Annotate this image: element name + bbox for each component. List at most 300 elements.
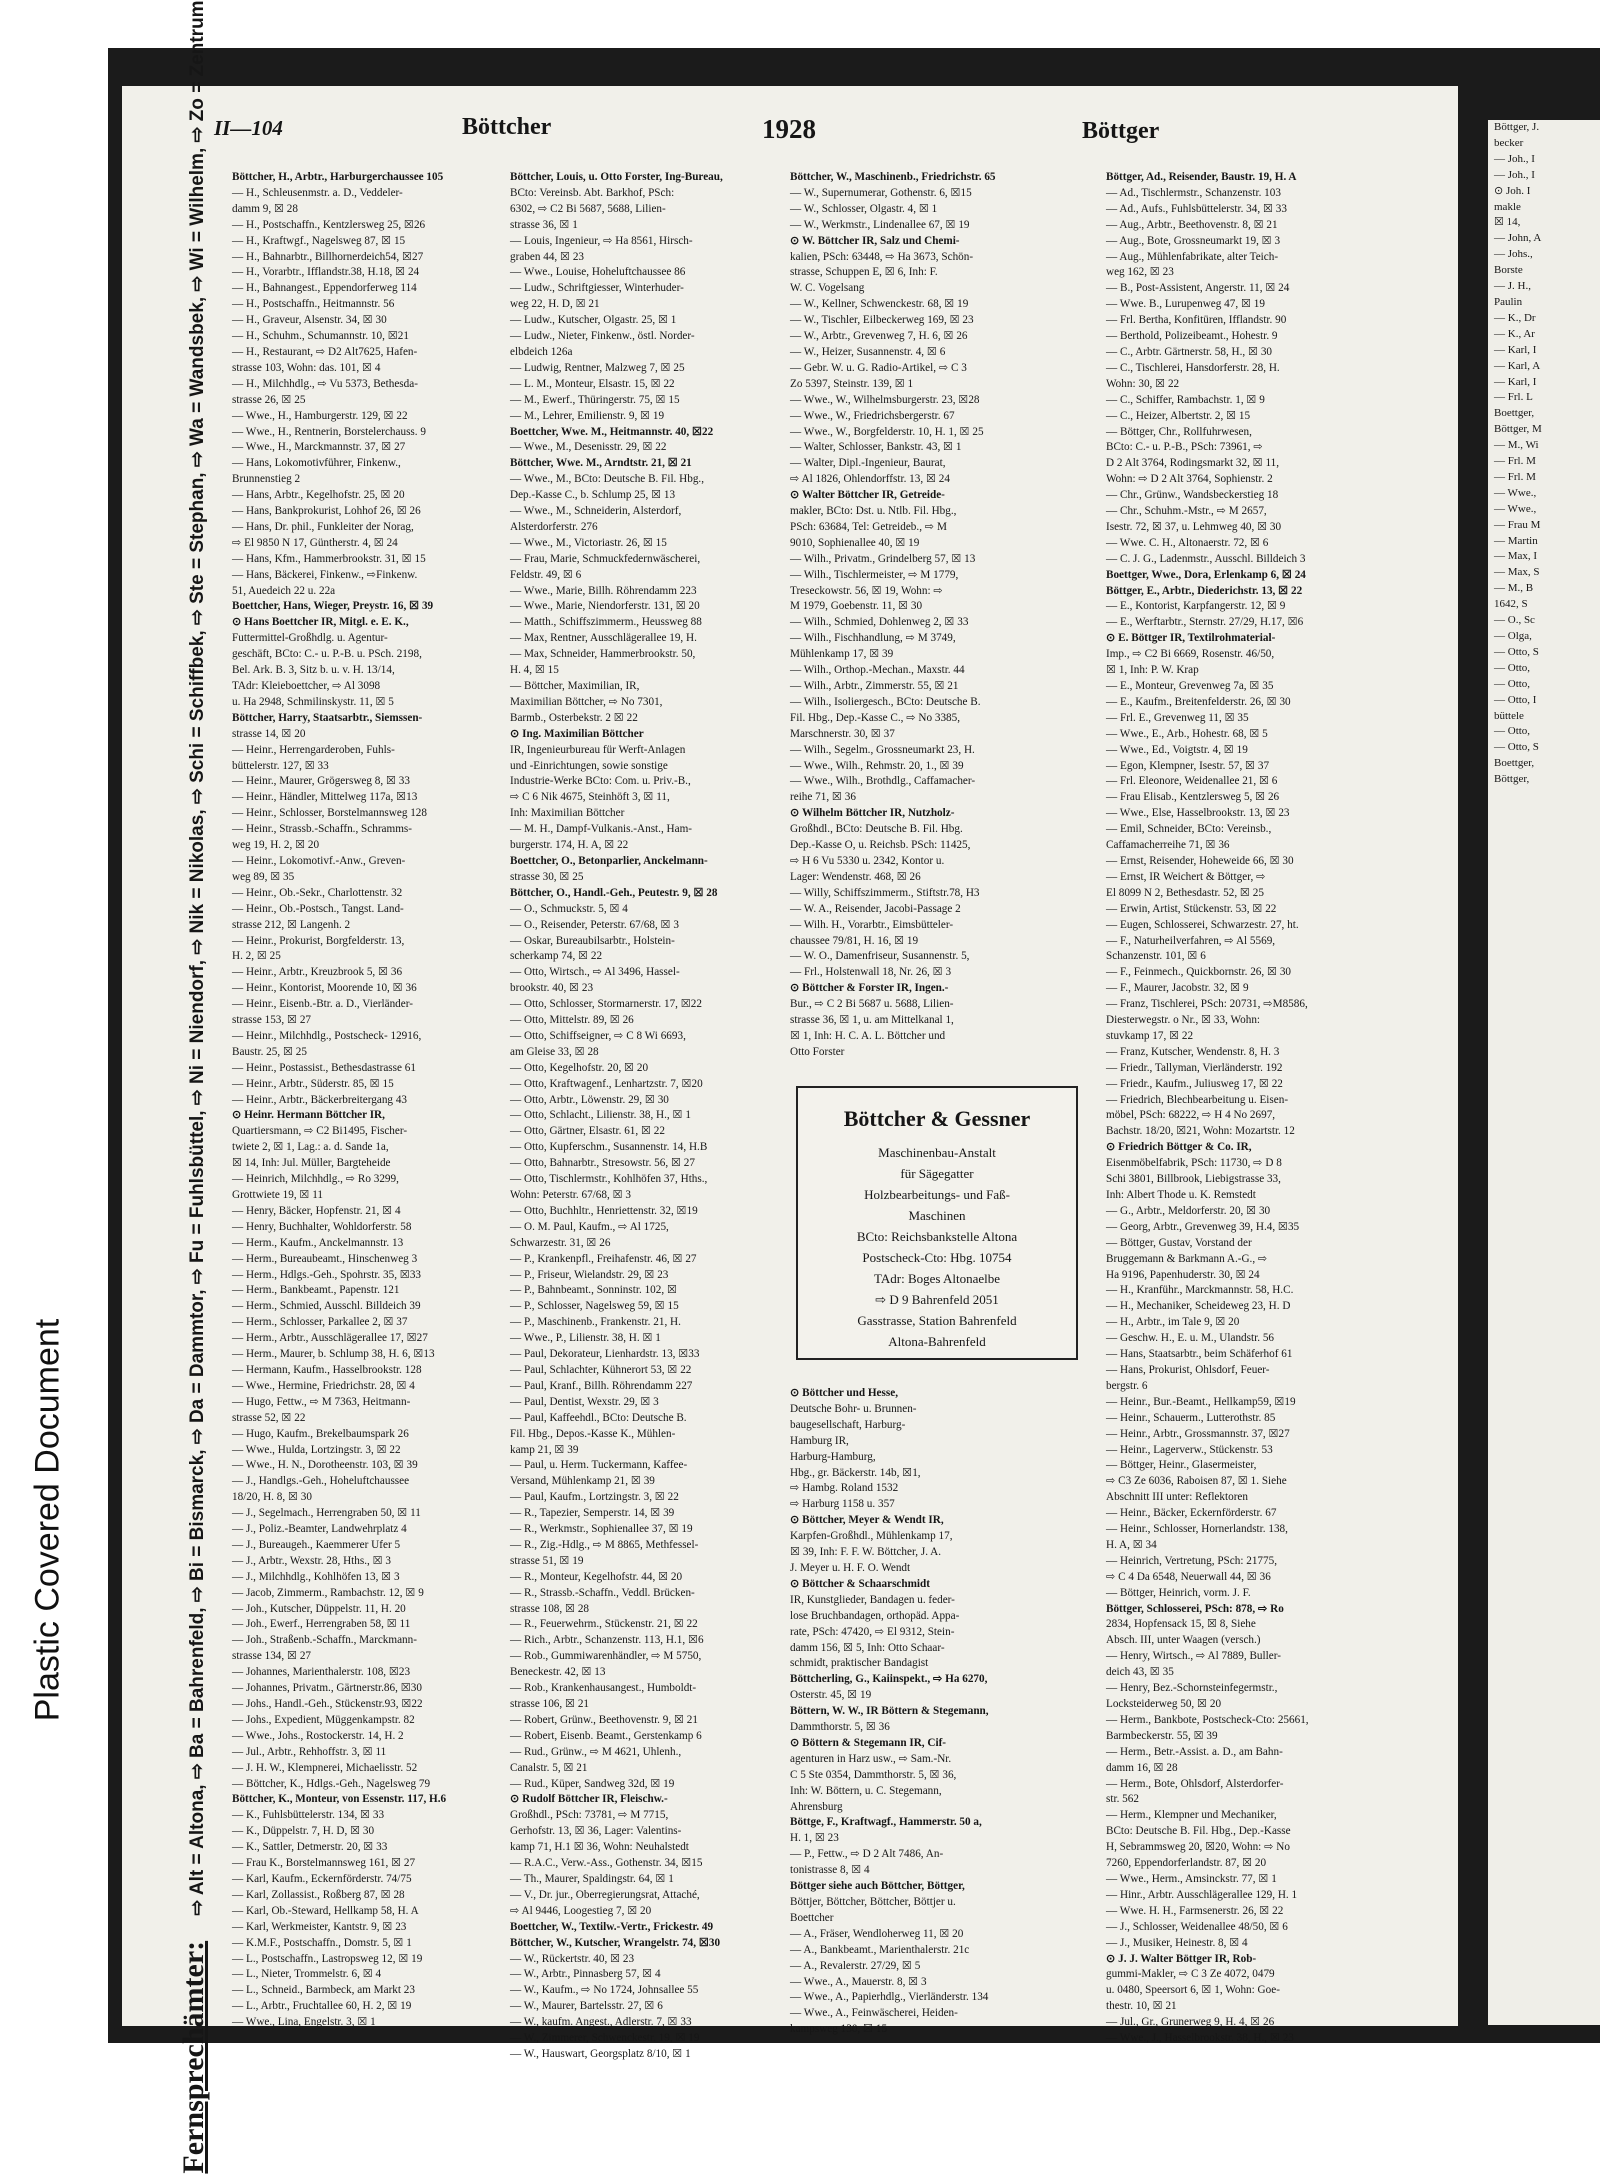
list-item: — Heinr., Kontorist, Moorende 10, ☒ 36 (232, 982, 417, 995)
list-item: — O., Schmuckstr. 5, ☒ 4 (510, 902, 628, 915)
list-item: geschäft, BCto: C.- u. P.-B. u. PSch. 2198, (232, 648, 422, 661)
list-item: Borste (1494, 264, 1523, 277)
list-item: ⇨ D 9 Bahrenfeld 2051 (875, 1292, 999, 1307)
list-item: Harburg-Hamburg, (790, 1450, 876, 1463)
list-item: — Wwe., J., Hasselbrookstr. 38, H., ☒ 23 (1106, 2032, 1294, 2045)
list-item: — Wwe., Wilh., Rehmstr. 20, 1., ☒ 39 (790, 759, 964, 772)
list-item: — Wwe., E., Arb., Hohestr. 68, ☒ 5 (1106, 727, 1268, 740)
list-item: — H., Postschaffn., Kentzlersweg 25, ☒26 (232, 218, 426, 231)
list-item: ⇨ H 6 Vu 5330 u. 2342, Kontor u. (790, 854, 945, 867)
list-item: — Heinr., Arbtr., Grossmannstr. 37, ☒27 (1106, 1427, 1290, 1440)
list-item: — Rob., Gummiwarenhändler, ⇨ M 5750, (510, 1650, 702, 1663)
list-item: Isestr. 72, ☒ 37, u. Lehmweg 40, ☒ 30 (1106, 520, 1282, 533)
list-item: strasse 36, ☒ 1 (510, 218, 578, 231)
advertisement-lines (798, 1142, 1076, 1352)
list-item: — O., Reisender, Peterstr. 67/68, ☒ 3 (510, 918, 679, 931)
list-item: Böttger, Schlosserei, PSch: 878, ⇨ Ro (1106, 1602, 1284, 1615)
list-item: — C., Heizer, Albertstr. 2, ☒ 15 (1106, 409, 1251, 422)
list-item: 7260, Eppendorferlandstr. 87, ☒ 20 (1106, 1857, 1267, 1870)
list-item: — Frau K., Borstelmannsweg 161, ☒ 27 (232, 1857, 416, 1870)
list-item: weg 89, ☒ 35 (232, 870, 295, 883)
list-item: deich 43, ☒ 35 (1106, 1666, 1174, 1679)
list-item: Marschnerstr. 30, ☒ 37 (790, 727, 895, 740)
list-item: — Chr., Grünw., Wandsbeckerstieg 18 (1106, 489, 1279, 502)
list-item: — L., Postschaffn., Lastropsweg 12, ☒ 19 (232, 1952, 423, 1965)
list-item: — C. J. G., Ladenmstr., Ausschl. Billdeich 3 (1106, 552, 1306, 565)
adjacent-page-edge (1488, 120, 1600, 2025)
list-item: — Wwe., Wilh., Brothdlg., Caffamacher- (790, 775, 976, 788)
list-item: Schwarzestr. 31, ☒ 26 (510, 1236, 611, 1249)
list-item: — Otto, (1494, 725, 1531, 738)
list-item: strasse 103, Wohn: das. 101, ☒ 4 (232, 361, 381, 374)
list-item: stuvkamp 17, ☒ 22 (1106, 1029, 1194, 1042)
list-item: weg 162, ☒ 23 (1106, 266, 1174, 279)
list-item: ☒ 14, (1494, 216, 1521, 229)
column-4 (1106, 170, 1374, 2045)
list-item: — Ad., Aufs., Fuhlsbüttelerstr. 34, ☒ 33 (1106, 202, 1287, 215)
list-item: — F., Naturheilverfahren, ⇨ Al 5569, (1106, 934, 1276, 947)
list-item: — Johs., Handl.-Geh., Stückenstr.93, ☒22 (232, 1698, 423, 1710)
list-item: Ahrensburg (790, 1800, 843, 1813)
list-item: baugesellschaft, Harburg- (790, 1418, 906, 1431)
list-item: BCto: C.- u. P.-B., PSch: 73961, ⇨ (1106, 441, 1263, 454)
column-3-continued (790, 1386, 1090, 2036)
list-item: — Herm., Maurer, b. Schlump 38, H. 6, ☒13 (232, 1348, 435, 1361)
list-item: — C., Arbtr. Gärtnerstr. 58, H., ☒ 30 (1106, 345, 1273, 358)
list-item: ⊙ Böttcher & Forster IR, Ingen.- (790, 982, 949, 995)
list-item: — Otto, Tischlermstr., Kohlhöfen 37, Hths., (510, 1173, 708, 1186)
list-item: — Matth., Schiffszimmerm., Heussweg 88 (510, 616, 702, 629)
list-item: — Ludw., Kutscher, Olgastr. 25, ☒ 1 (510, 314, 677, 327)
list-item: — J. H., (1494, 280, 1531, 293)
list-item: — Joh., I (1494, 152, 1535, 165)
list-item: — H., Kranführ., Marckmannstr. 58, H.C. (1106, 1284, 1294, 1297)
list-item: — Herm., Bureaubeamt., Hinschenweg 3 (232, 1252, 418, 1265)
list-item: ⇨ C 6 Nik 4675, Steinhöft 3, ☒ 11, (510, 791, 670, 804)
list-item: Caffamacherreihe 71, ☒ 36 (1106, 839, 1230, 852)
list-item: — Wilh., Segelm., Grossneumarkt 23, H. (790, 743, 975, 756)
list-item: — Otto, Schlacht., Lilienstr. 38, H., ☒ 1 (510, 1109, 691, 1122)
list-item: — Wwe., Hermine, Friedrichstr. 28, ☒ 4 (232, 1379, 415, 1392)
list-item: — Rud., Grünw., ⇨ M 4621, Uhlenh., (510, 1745, 682, 1758)
list-item: Böttger, M (1494, 423, 1542, 436)
list-item: — Otto, Schiffseigner, ⇨ C 8 Wi 6693, (510, 1029, 686, 1042)
list-item: — Robert, Eisenb. Beamt., Gerstenkamp 6 (510, 1729, 702, 1742)
list-item: — H., Bahnangest., Eppendorferweg 114 (232, 282, 417, 295)
list-item: — A., Bankbeamt., Marienthalerstr. 21c (790, 1943, 970, 1956)
right-running-head: Böttger (1082, 118, 1160, 144)
list-item: J. Meyer u. H. F. O. Wendt (790, 1561, 911, 1574)
list-item: strasse 106, ☒ 21 (510, 1698, 590, 1710)
list-item: ⊙ J. J. Walter Böttger IR, Rob- (1106, 1952, 1257, 1965)
list-item: — Herm., Betr.-Assist. a. D., am Bahn- (1106, 1745, 1283, 1758)
list-item: Barmbeckerstr. 55, ☒ 39 (1106, 1729, 1218, 1742)
list-item: — Otto, Kraftwagenf., Lenhartzstr. 7, ☒20 (510, 1077, 703, 1090)
list-item: — Hans, Arbtr., Kegelhofstr. 25, ☒ 20 (232, 489, 405, 502)
list-item: Mühlenkamp 17, ☒ 39 (790, 648, 894, 661)
list-item: — Joh., Ewerf., Herrengraben 58, ☒ 11 (232, 1618, 411, 1631)
list-item: makle (1494, 200, 1521, 213)
list-item: Baustr. 25, ☒ 25 (232, 1045, 307, 1058)
list-item: — R., Monteur, Kegelhofstr. 44, ☒ 20 (510, 1570, 683, 1583)
list-item: u. Ha 2948, Schmilinskystr. 11, ☒ 5 (232, 695, 394, 708)
list-item: — Ernst, Reisender, Hoheweide 66, ☒ 30 (1106, 854, 1294, 867)
list-item: — John, A (1494, 232, 1542, 245)
list-item: — Böttcher, Maximilian, IR, (510, 680, 640, 692)
list-item: — Wwe., H., Rentnerin, Borstelerchauss. 9 (232, 425, 426, 438)
list-item: — Karl, Zollassist., Roßberg 87, ☒ 28 (232, 1888, 405, 1901)
list-item: Boettger, Wwe., Dora, Erlenkamp 6, ☒ 24 (1106, 568, 1306, 581)
list-item: — W., Kellner, Schwenckestr. 68, ☒ 19 (790, 298, 969, 311)
list-item: — Wilh., Fischhandlung, ⇨ M 3749, (790, 632, 956, 645)
side-label (18, 1300, 78, 1740)
list-item: Maschinen (908, 1208, 966, 1223)
list-item: — Heinr., Lagerverw., Stückenstr. 53 (1106, 1443, 1273, 1456)
list-item: — Heinr., Schlosser, Borstelmannsweg 128 (232, 807, 427, 820)
list-item: ⇨ Al 9446, Loogestieg 7, ☒ 20 (510, 1904, 652, 1917)
list-item: — Karl, Ob.-Steward, Hellkamp 58, H. A (232, 1904, 419, 1917)
list-item: — R.A.C., Verw.-Ass., Gothenstr. 34, ☒15 (510, 1857, 703, 1870)
list-item: — Otto, Wirtsch., ⇨ Al 3496, Hassel- (510, 966, 680, 979)
list-item: — Wwe., Johs., Rostockerstr. 14, H. 2 (232, 1729, 404, 1742)
list-item: — K., Fuhlsbüttelerstr. 134, ☒ 33 (232, 1809, 385, 1822)
list-item: — Otto, I (1494, 693, 1537, 706)
list-item: — J., Segelmach., Herrengraben 50, ☒ 11 (232, 1507, 421, 1520)
list-item: — W., Hauswart, Georgsplatz 8/10, ☒ 1 (510, 2047, 691, 2060)
list-item: — Heinr., Arbtr., Bäckerbreitergang 43 (232, 1093, 408, 1106)
list-item: PSch: 63684, Tel: Getreideb., ⇨ M (790, 520, 947, 533)
list-item: Grottwiete 19, ☒ 11 (232, 1189, 324, 1201)
list-item: — Wwe. H. H., Farmsenerstr. 26, ☒ 22 (1106, 1904, 1284, 1917)
list-item: büttelerstr. 127, ☒ 33 (232, 759, 329, 772)
list-item: — R., Werkmstr., Sophienallee 37, ☒ 19 (510, 1523, 693, 1536)
list-item: — Aug., Arbtr., Beethovenstr. 8, ☒ 21 (1106, 218, 1278, 231)
list-item: — Willy, Schiffszimmerm., Stiftstr.78, H3 (790, 886, 980, 899)
list-item: H, Sebrammsweg 20, ☒20, Wohn: ⇨ No (1106, 1841, 1290, 1854)
list-item: — Henry, Bäcker, Hopfenstr. 21, ☒ 4 (232, 1204, 401, 1217)
list-item: Böttcher, W., Kutscher, Wrangelstr. 74, ☒30 (510, 1936, 721, 1949)
list-item: Boettcher, O., Betonparlier, Anckelmann- (510, 854, 708, 867)
list-item: — Erwin, Artist, Stückenstr. 53, ☒ 22 (1106, 902, 1277, 915)
list-item: — Johs., Expedient, Müggenkampstr. 82 (232, 1713, 415, 1726)
list-item: — Rob., Krankenhausangest., Humboldt- (510, 1682, 697, 1695)
list-item: BCto: Reichsbankstelle Altona (856, 1229, 1018, 1244)
list-item: — Wwe., Lina, Engelstr. 3, ☒ 1 (232, 2016, 376, 2029)
list-item: — Otto, Bahnarbtr., Stresowstr. 56, ☒ 27 (510, 1157, 695, 1170)
list-item: — H., Restaurant, ⇨ D2 Alt7625, Hafen- (232, 345, 418, 358)
exchange-legend-strip (162, 0, 226, 2174)
list-item: Inh: Maximilian Böttcher (510, 807, 625, 820)
list-item: burgerstr. 174, H. A, ☒ 22 (510, 839, 629, 852)
list-item: ⊙ Rudolf Böttcher IR, Fleischw.- (510, 1793, 668, 1806)
directory-page (122, 0, 1458, 2174)
list-item: — W., Kaufm., ⇨ No 1724, Johnsallee 55 (510, 1984, 699, 1997)
list-item: — Wilh., Orthop.-Mechan., Maxstr. 44 (790, 664, 965, 677)
list-item: — Herm., Arbtr., Ausschlägerallee 17, ☒27 (232, 1332, 428, 1345)
list-item: ⇨ C 4 Da 6548, Neuerwall 44, ☒ 36 (1106, 1570, 1271, 1583)
list-item: Boettcher, Hans, Wieger, Preystr. 16, ☒ 39 (232, 600, 434, 613)
list-item: ⊙ Wilhelm Böttcher IR, Nutzholz- (790, 807, 955, 820)
list-item: — Heinr., Lokomotivf.-Anw., Greven- (232, 854, 406, 867)
list-item: Inh: Albert Thode u. K. Remstedt (1106, 1189, 1256, 1201)
list-item: 1642, S (1494, 598, 1528, 611)
list-item: — F., Feinmech., Quickbornstr. 26, ☒ 30 (1106, 966, 1292, 979)
list-item: Boettcher, W., Textilw.-Vertr., Frickestr. 49 (510, 1920, 714, 1933)
list-item: — R., Zig.-Hdlg., ⇨ M 8865, Methfessel- (510, 1538, 699, 1551)
list-item: — E., Kontorist, Karpfangerstr. 12, ☒ 9 (1106, 600, 1286, 613)
list-item: — P., Maschinenb., Frankenstr. 21, H. (510, 1316, 681, 1329)
list-item: ☒ 1, Inh: P. W. Krap (1106, 664, 1199, 677)
list-item: — R., Tapezier, Semperstr. 14, ☒ 39 (510, 1507, 675, 1520)
list-item: D 2 Alt 3764, Rodingsmarkt 32, ☒ 11, (1106, 457, 1280, 470)
list-item: ☒ 39, Inh: F. F. W. Böttcher, J. A. (790, 1546, 942, 1559)
list-item: Barmb., Osterbekstr. 2 ☒ 22 (510, 711, 638, 724)
list-item: — Wwe., P., Lilienstr. 38, H. ☒ 1 (510, 1332, 661, 1345)
list-item: ⊙ Böttcher, Meyer & Wendt IR, (790, 1514, 944, 1527)
list-item: Otto Forster (790, 1045, 845, 1058)
list-item: — Geschw. H., E. u. M., Ulandstr. 56 (1106, 1332, 1275, 1345)
list-item: Böttern, W. W., IR Böttern & Stegemann, (790, 1705, 989, 1718)
list-item: Schanzenstr. 101, ☒ 6 (1106, 950, 1206, 963)
list-item: — Frl. Eleonore, Weidenallee 21, ☒ 6 (1106, 775, 1278, 788)
list-item: Fil. Hbg., Depos.-Kasse K., Mühlen- (510, 1427, 676, 1440)
list-item: — Otto, (1494, 677, 1531, 690)
list-item: — L. M., Monteur, Elsastr. 15, ☒ 22 (510, 377, 675, 390)
list-item: — Paul, Dekorateur, Lienhardstr. 13, ☒33 (510, 1348, 700, 1361)
list-item: Bur., ⇨ C 2 Bi 5687 u. 5688, Lilien- (790, 998, 954, 1011)
list-item: — Frl. E., Grevenweg 11, ☒ 35 (1106, 711, 1249, 724)
list-item: — Ludwig, Rentner, Malzweg 7, ☒ 25 (510, 361, 685, 374)
list-item: H. 4, ☒ 15 (510, 664, 559, 677)
list-item: gummi-Makler, ⇨ C 3 Ze 4072, 0479 (1106, 1968, 1275, 1981)
list-item: Zo 5397, Steinstr. 139, ☒ 1 (790, 377, 914, 390)
list-item: Postscheck-Cto: Hbg. 10754 (862, 1250, 1012, 1265)
list-item: — Herm., Schlosser, Parkallee 2, ☒ 37 (232, 1316, 408, 1329)
list-item: Beneckestr. 42, ☒ 13 (510, 1666, 606, 1679)
list-item: str. 562 (1106, 1793, 1139, 1806)
exchange-legend-list: ⇨ Alt = Altona, ⇨ Ba = Bahrenfeld, ⇨ Bi = Bismarck, ⇨ Da = Dammtor, ⇨ Fu = Fuhlsbüttel, ⇨ Ni = Niendorf, ⇨ Nik = Nikolas, ⇨ Schi = Schiffbek, ⇨ Ste = Stephan, ⇨ Wa = Wandsbek, ⇨ Wi = Wilhelm, ⇨ Zo = Zentrum (187, 0, 208, 1916)
list-item: Versand, Mühlenkamp 21, ☒ 39 (510, 1475, 655, 1488)
list-item: — Jul., Arbtr., Rehhoffstr. 3, ☒ 11 (232, 1745, 387, 1758)
list-item: strasse 30, ☒ 25 (510, 870, 584, 883)
list-item: — W., Maurer, Bartelsstr. 27, ☒ 6 (510, 2000, 663, 2013)
list-item: H. 2, ☒ 25 (232, 950, 281, 963)
list-item: thestr. 10, ☒ 21 (1106, 2000, 1177, 2013)
list-item: — Th., Maurer, Spaldingstr. 64, ☒ 1 (510, 1872, 674, 1885)
list-item: Industrie-Werke BCto: Com. u. Priv.-B., (510, 775, 691, 788)
list-item: 6302, ⇨ C2 Bi 5687, 5688, Lilien- (510, 202, 666, 215)
list-item: — Henry, Bez.-Schornsteinfegermstr., (1106, 1682, 1278, 1695)
list-item: — R., Strassb.-Schaffn., Veddl. Brücken- (510, 1586, 695, 1599)
list-item: — Johannes, Marienthalerstr. 108, ☒23 (232, 1666, 411, 1679)
list-item: — K., Düppelstr. 7, H. D, ☒ 30 (232, 1825, 375, 1838)
list-item: — Paul, Kranf., Billh. Röhrendamm 227 (510, 1379, 693, 1392)
list-item: — Böttcher, K., Hdlgs.-Geh., Nagelsweg 79 (232, 1777, 431, 1790)
list-item: W. C. Vogelsang (790, 282, 865, 295)
list-item: damm 16, ☒ 28 (1106, 1761, 1178, 1774)
list-item: — Hans, Staatsarbtr., beim Schäferhof 61 (1106, 1348, 1293, 1361)
list-item: ⊙ E. Böttger IR, Textilrohmaterial- (1106, 632, 1276, 645)
list-item: ☒ 14, Inh: Jul. Müller, Bargteheide (232, 1157, 391, 1170)
list-item: — Heinr., Ob.-Postsch., Tangst. Land- (232, 902, 404, 915)
list-item: — Wilh., Privatm., Grindelberg 57, ☒ 13 (790, 552, 976, 565)
list-item: — Ludw., Nieter, Finkenw., östl. Norder- (510, 330, 695, 343)
list-item: für Sägegatter (900, 1166, 974, 1181)
list-item: — Wwe., H., Marckmannstr. 37, ☒ 27 (232, 441, 406, 454)
list-item: brookstr. 40, ☒ 23 (510, 982, 594, 995)
list-item: — Wwe., W., Wilhelmsburgerstr. 23, ☒28 (790, 393, 980, 406)
list-item: — Wilh., Isoliergesch., BCto: Deutsche B. (790, 695, 981, 708)
list-item: Böttger, Ad., Reisender, Baustr. 19, H. A (1106, 171, 1297, 183)
list-item: — Karl, I (1494, 343, 1537, 356)
list-item: — M., Wi (1494, 439, 1539, 452)
list-item: am Gleise 33, ☒ 28 (510, 1045, 599, 1058)
list-item: — Hans, Dr. phil., Funkleiter der Norag, (232, 520, 414, 533)
list-item: Maschinenbau-Anstalt (878, 1145, 996, 1160)
list-item: Böttcher, K., Monteur, von Essenstr. 117, H.6 (232, 1793, 447, 1806)
list-item: — Wwe., Marie, Niendorferstr. 131, ☒ 20 (510, 600, 700, 613)
list-item: Inh: W. Böttern, u. C. Stegemann, (790, 1784, 942, 1797)
exchange-legend (177, 0, 211, 2173)
list-item: — Hans, Lokomotivführer, Finkenw., (232, 457, 401, 470)
list-item: Karpfen-Großhdl., Mühlenkamp 17, (790, 1530, 953, 1543)
list-item: — W. A., Reisender, Jacobi-Passage 2 (790, 902, 961, 915)
list-item: damm 156, ☒ 5, Inh: Otto Schaar- (790, 1641, 945, 1654)
list-item: BCto: Deutsche B. Fil. Hbg., Dep.-Kasse (1106, 1825, 1291, 1838)
list-item: — Chr., Schuhm.-Mstr., ⇨ M 2657, (1106, 505, 1267, 518)
list-item: — Wilh., Tischlermeister, ⇨ M 1779, (790, 568, 959, 581)
list-item: Böttger siehe auch Böttcher, Böttger, (790, 1880, 965, 1893)
list-item: — Heinr., Maurer, Grögersweg 8, ☒ 33 (232, 775, 410, 788)
list-item: — H., Graveur, Alsenstr. 34, ☒ 30 (232, 314, 387, 327)
list-item: — J., Milchhdlg., Kohlhöfen 13, ☒ 3 (232, 1570, 400, 1583)
list-item: — Joh., Straßenb.-Schaffn., Marckmann- (232, 1634, 417, 1647)
list-item: Boettger, (1494, 757, 1535, 770)
list-item: — K.M.F., Postschaffn., Domstr. 5, ☒ 1 (232, 1936, 412, 1949)
list-item: — Otto, Mittelstr. 89, ☒ 26 (510, 1014, 634, 1027)
list-item: — Wwe., (1494, 486, 1537, 499)
list-item: elbdeich 126a (510, 345, 573, 358)
list-item: — Friedr., Tallyman, Vierländerstr. 192 (1106, 1061, 1283, 1074)
list-item: — Heinr., Postassist., Bethesdastrasse 61 (232, 1061, 416, 1074)
list-item: — Joh., I (1494, 168, 1535, 181)
list-item: Futtermittel-Großhdlg. u. Agentur- (232, 632, 388, 645)
list-item: kalien, PSch: 63448, ⇨ Ha 3673, Schön- (790, 250, 974, 263)
list-item: Maximilian Böttcher, ⇨ No 7301, (510, 695, 663, 708)
list-item: — Walter, Dipl.-Ingenieur, Baurat, (790, 457, 946, 470)
list-item: IR, Kunstglieder, Bandagen u. feder- (790, 1593, 955, 1606)
list-item: — L., Schneid., Barmbeck, am Markt 23 (232, 1984, 415, 1997)
list-item: — Hans, Bankprokurist, Lohhof 26, ☒ 26 (232, 505, 421, 518)
list-item: — Aug., Bote, Grossneumarkt 19, ☒ 3 (1106, 234, 1281, 247)
list-item: — Böttger, Heinr., Glasermeister, (1106, 1459, 1257, 1472)
list-item: Lager: Wendenstr. 468, ☒ 26 (790, 870, 921, 883)
list-item: — Hinr., Arbtr. Ausschlägerallee 129, H. 1 (1106, 1888, 1298, 1901)
list-item: strasse 212, ☒ Langenh. 2 (232, 918, 351, 931)
list-item: — Wwe., M., Desenisstr. 29, ☒ 22 (510, 441, 667, 454)
list-item: ⇨ El 9850 N 17, Güntherstr. 4, ☒ 24 (232, 536, 398, 549)
list-item: — Heinrich, Vertretung, PSch: 21775, (1106, 1554, 1278, 1567)
list-item: Böttcher, Louis, u. Otto Forster, Ing-Bureau, (510, 171, 723, 183)
list-item: Böttcherling, G., Kaiinspekt., ⇨ Ha 6270, (790, 1673, 988, 1686)
list-item: büttele (1494, 709, 1524, 722)
list-item: — Wwe. B., Lurupenweg 47, ☒ 19 (1106, 298, 1265, 311)
list-item: — Herm., Klempner und Mechaniker, (1106, 1809, 1277, 1822)
list-item: — Otto, S (1494, 645, 1539, 658)
list-item: ⊙ Joh. I (1494, 184, 1531, 197)
list-item: — P., Fettw., ⇨ D 2 Alt 7486, An- (790, 1848, 944, 1861)
list-item: — Heinrich, Milchhdlg., ⇨ Ro 3299, (232, 1173, 399, 1186)
list-item: — Wwe., M., Victoriastr. 26, ☒ 15 (510, 536, 667, 549)
column-2 (510, 170, 778, 2060)
list-item: — E., Werftarbtr., Sternstr. 27/29, H.17, ☒6 (1106, 616, 1304, 629)
list-item: — W., Arbtr., Pinnasberg 57, ☒ 4 (510, 1968, 661, 1981)
list-item: chaussee 79/81, H. 16, ☒ 19 (790, 934, 919, 947)
list-item: — Otto, Kegelhofstr. 20, ☒ 20 (510, 1061, 649, 1074)
list-item: — Max, S (1494, 566, 1540, 579)
list-item: strasse 36, ☒ 1, u. am Mittelkanal 1, (790, 1014, 954, 1027)
list-item: — Heinr., Milchhdlg., Postscheck- 12916, (232, 1029, 422, 1042)
list-item: tonistrasse 8, ☒ 4 (790, 1864, 870, 1877)
list-item: — J., Bureaugeh., Kaemmerer Ufer 5 (232, 1538, 401, 1551)
list-item: — Wwe., Herm., Amsinckstr. 77, ☒ 1 (1106, 1872, 1277, 1885)
list-item: — G., Arbtr., Meldorferstr. 20, ☒ 30 (1106, 1204, 1271, 1217)
list-item: — J., Handlgs.-Geh., Hoheluftchaussee (232, 1475, 410, 1488)
list-item: Böttcher, O., Handl.-Geh., Peutestr. 9, ☒ 28 (510, 886, 718, 899)
page-number: II—104 (214, 116, 283, 140)
list-item: ⊙ Böttcher und Hesse, (790, 1387, 898, 1399)
list-item: ☒ 1, Inh: H. C. A. L. Böttcher und (790, 1029, 946, 1042)
list-item: Böttger, J. (1494, 121, 1540, 133)
list-item: makler, BCto: Dst. u. Ntlb. Fil. Hbg., (790, 505, 957, 518)
list-item: — W., Tischler, Eilbeckerweg 169, ☒ 23 (790, 314, 974, 327)
list-item: Böttge, F., Kraftwagf., Hammerstr. 50 a, (790, 1816, 982, 1829)
list-item: — V., Dr. jur., Oberregierungsrat, Attaché, (510, 1888, 700, 1901)
list-item: — Martin (1494, 534, 1538, 547)
list-item: — Hugo, Fettw., ⇨ M 7363, Heitmann- (232, 1395, 411, 1408)
list-item: twiete 2, ☒ 1, Lag.: a. d. Sande 1a, (232, 1141, 389, 1154)
list-item: — O. M. Paul, Kaufm., ⇨ Al 1725, (510, 1220, 669, 1233)
list-item: IR, Ingenieurbureau für Werft-Anlagen (510, 743, 686, 756)
list-item: — Heinr., Bäcker, Eckernförderstr. 67 (1106, 1507, 1277, 1520)
list-item: — Berthold, Polizeibeamt., Hohestr. 9 (1106, 330, 1278, 343)
list-item: Bel. Ark. B. 3, Sitz b. u. v. H. 13/14, (232, 664, 395, 677)
list-item: — H., Vorarbtr., Ifflandstr.38, H.18, ☒ 24 (232, 266, 420, 279)
list-item: 18/20, H. 8, ☒ 30 (232, 1491, 312, 1504)
list-item: — Wwe., W., Borgfelderstr. 10, H. 1, ☒ 25 (790, 425, 984, 438)
scanned-document (108, 0, 1600, 2174)
list-item: — Wilh., Schmied, Dohlenweg 2, ☒ 33 (790, 616, 969, 629)
list-item: Quartiersmann, ⇨ C2 Bi1495, Fischer- (232, 1125, 408, 1138)
list-item: — Heinr., Händler, Mittelweg 117a, ☒13 (232, 791, 418, 804)
list-item: C 5 Ste 0354, Dammthorstr. 5, ☒ 36, (790, 1768, 957, 1781)
list-item: — Hugo, Kaufm., Brekelbaumspark 26 (232, 1427, 409, 1440)
list-item: ⇨ C3 Ze 6036, Raboisen 87, ☒ 1. Siehe (1106, 1475, 1287, 1488)
list-item: reihe 71, ☒ 36 (790, 791, 856, 804)
list-item: — Wwe., H., Hamburgerstr. 129, ☒ 22 (232, 409, 408, 422)
list-item: — Herm., Kaufm., Anckelmannstr. 13 (232, 1236, 404, 1249)
list-item: — Wwe., A., Feinwäscherei, Heiden- (790, 2007, 958, 2020)
list-item: — Aug., Mühlenfabrikate, alter Teich- (1106, 250, 1279, 263)
list-item: — Heinr., Eisenb.-Btr. a. D., Vierländer- (232, 998, 413, 1011)
list-item: — Herm., Bankbote, Postscheck-Cto: 25661, (1106, 1713, 1309, 1726)
list-item: Wohn: 30, ☒ 22 (1106, 377, 1180, 390)
list-item: 9010, Sophienallee 40, ☒ 19 (790, 536, 920, 549)
list-item: Paulin (1494, 295, 1523, 308)
list-item: — Wwe., Marie, Billh. Röhrendamm 223 (510, 584, 697, 597)
list-item: Wohn: Peterstr. 67/68, ☒ 3 (510, 1189, 631, 1201)
list-item: — Johannes, Privatm., Gärtnerstr.86, ☒30 (232, 1682, 422, 1695)
